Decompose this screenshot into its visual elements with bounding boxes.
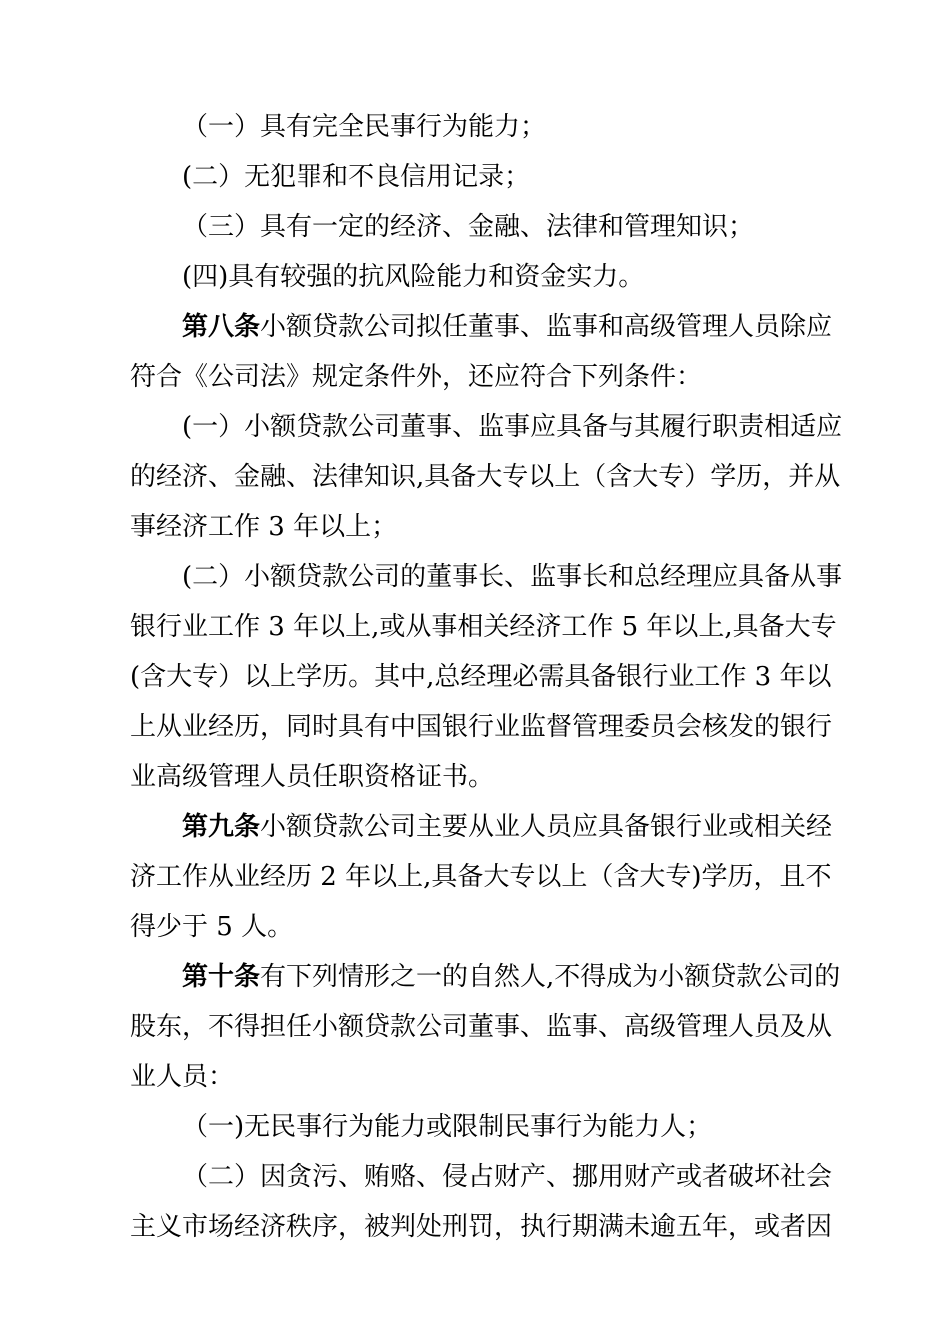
article-9-line-1: 第九条小额贷款公司主要从业人员应具备银行业或相关经 bbox=[182, 812, 833, 842]
article-10-line-1: 第十条有下列情形之一的自然人,不得成为小额贷款公司的 bbox=[182, 962, 841, 992]
article-9-heading: 第九条 bbox=[182, 812, 261, 842]
clause-8-1-line-3: 事经济工作 3 年以上； bbox=[130, 512, 398, 542]
clause-8-1-line-1: (一）小额贷款公司董事、监事应具备与其履行职责相适应 bbox=[182, 412, 843, 442]
clause-7-1: （一）具有完全民事行为能力； bbox=[182, 112, 547, 142]
clause-8-1-line-2: 的经济、金融、法律知识,具备大专以上（含大专）学历，并从 bbox=[130, 462, 841, 492]
clause-10-2-line-1: （二）因贪污、贿赂、侵占财产、挪用财产或者破坏社会 bbox=[182, 1162, 833, 1192]
clause-7-4: (四)具有较强的抗风险能力和资金实力。 bbox=[182, 262, 645, 292]
article-9-line-2: 济工作从业经历 2 年以上,具备大专以上（含大专)学历，且不 bbox=[130, 862, 832, 892]
clause-10-1: （一)无民事行为能力或限制民事行为能力人； bbox=[182, 1112, 713, 1142]
article-8-heading: 第八条 bbox=[182, 312, 261, 342]
clause-8-2-line-3: (含大专）以上学历。其中,总经理必需具备银行业工作 3 年以 bbox=[130, 662, 832, 692]
article-10-line-2: 股东，不得担任小额贷款公司董事、监事、高级管理人员及从 bbox=[130, 1012, 833, 1042]
article-8-line-1: 第八条小额贷款公司拟任董事、监事和高级管理人员除应 bbox=[182, 312, 833, 342]
clause-8-2-line-4: 上从业经历，同时具有中国银行业监督管理委员会核发的银行 bbox=[130, 712, 833, 742]
clause-8-2-line-2: 银行业工作 3 年以上,或从事相关经济工作 5 年以上,具备大专 bbox=[130, 612, 837, 642]
clause-10-2-line-2: 主义市场经济秩序，被判处刑罚，执行期满未逾五年，或者因 bbox=[130, 1212, 833, 1242]
clause-7-2: (二）无犯罪和不良信用记录； bbox=[182, 162, 531, 192]
clause-8-2-line-5: 业高级管理人员任职资格证书。 bbox=[130, 762, 495, 792]
article-9-line-3: 得少于 5 人。 bbox=[130, 912, 294, 942]
article-10-heading: 第十条 bbox=[182, 962, 261, 992]
article-8-line-2: 符合《公司法》规定条件外，还应符合下列条件： bbox=[130, 362, 703, 392]
clause-8-2-line-1: (二）小额贷款公司的董事长、监事长和总经理应具备从事 bbox=[182, 562, 843, 592]
article-10-line-3: 业人员： bbox=[130, 1062, 235, 1092]
clause-7-3: （三）具有一定的经济、金融、法律和管理知识； bbox=[182, 212, 755, 242]
